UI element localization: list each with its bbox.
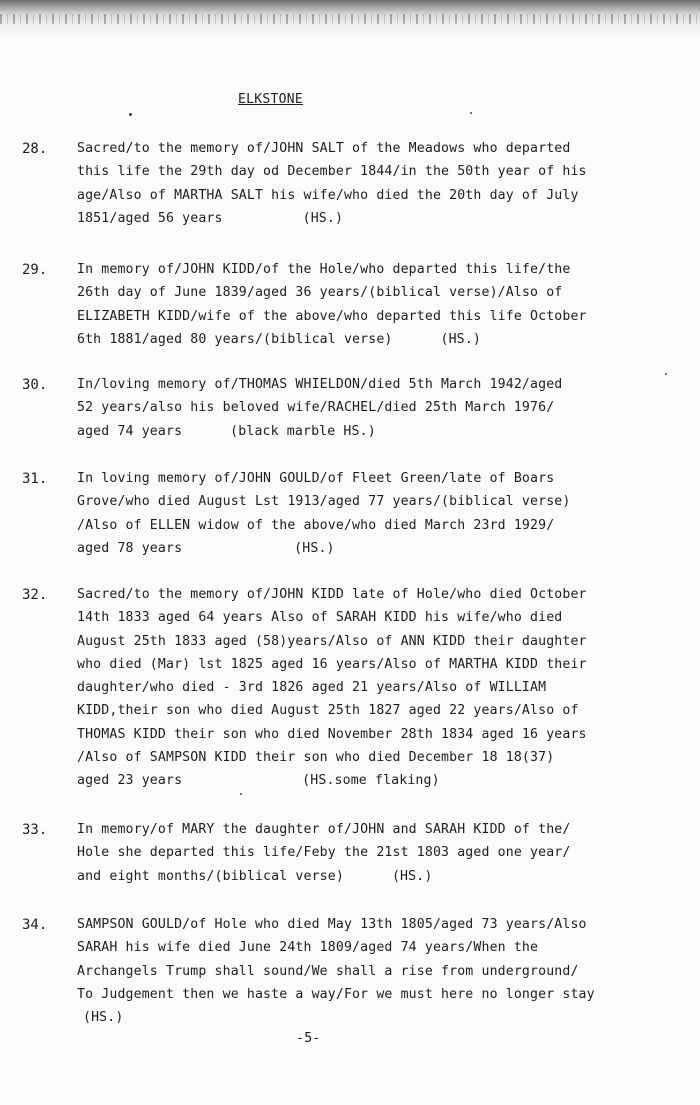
page-title: ELKSTONE: [238, 92, 304, 107]
scan-speck: [129, 113, 132, 116]
entry-note: (black marble HS.): [230, 423, 376, 439]
scan-speck: [665, 373, 667, 375]
entry-note: (HS.): [302, 210, 344, 226]
entry-note: (HS.): [391, 868, 433, 884]
entry-note: (HS.): [440, 331, 481, 347]
entry-note: (HS.): [294, 540, 335, 556]
entry-text: In loving memory of/JOHN GOULD/of Fleet Green/late of Boars Grove/who died August Lst 1913/aged 77 years/(biblical verse) /Also of ELLEN widow of the above/who died March 23rd 1929/ aged 78 years (HS.): [77, 467, 652, 560]
entry-text: In memory/of MARY the daughter of/JOHN and SARAH KIDD of the/ Hole she departed this life/Feby the 21st 1803 aged one year/ and eight months/(biblical verse) (HS.): [77, 818, 652, 888]
entry-number: 32.: [22, 587, 48, 603]
entry-number: 29.: [22, 262, 48, 278]
entry-number: 31.: [22, 471, 48, 487]
entry-number: 30.: [22, 377, 48, 393]
entry-number: 34.: [22, 917, 48, 933]
entry-number: 33.: [22, 822, 48, 838]
scan-top-edge: [0, 0, 700, 36]
scan-speck: [240, 793, 242, 795]
entry-text: Sacred/to the memory of/JOHN SALT of the Meadows who departed this life the 29th day od December 1844/in the 50th year of his age/Also of MARTHA SALT his wife/who died the 20th day of July 1851/aged 56 years (HS.): [77, 137, 652, 230]
entry-note: (HS.): [83, 1010, 124, 1026]
entry-text: In memory of/JOHN KIDD/of the Hole/who departed this life/the 26th day of June 1839/aged 36 years/(biblical verse)/Also of ELIZABETH KIDD/wife of the above/who departed this life October 6th 1881/aged 80 years/(biblical verse) (HS.): [77, 258, 652, 351]
scan-speck: [470, 112, 472, 114]
entry-text: Sacred/to the memory of/JOHN KIDD late of Hole/who died October 14th 1833 aged 64 years Also of SARAH KIDD his wife/who died August 25th 1833 aged (58)years/Also of ANN KIDD their daughter who died (Mar) lst 1825 aged 16 years/Also of MARTHA KIDD their daughter/who died - 3rd 1826 aged 21 years/Also of WILLIAM KIDD,their son who died August 25th 1827 aged 22 years/Also of THOMAS KIDD their son who died November 28th 1834 aged 16 years /Also of SAMPSON KIDD their son who died December 18 18(37) aged 23 years (HS.some flaking): [77, 583, 652, 793]
entry-text: In/loving memory of/THOMAS WHIELDON/died 5th March 1942/aged 52 years/also his beloved wife/RACHEL/died 25th March 1976/ aged 74 years (black marble HS.): [77, 373, 652, 443]
page-number: -5-: [296, 1030, 321, 1046]
entry-number: 28.: [22, 141, 48, 157]
entry-text: SAMPSON GOULD/of Hole who died May 13th 1805/aged 73 years/Also SARAH his wife died June 24th 1809/aged 74 years/When the Archangels Trump shall sound/We shall a rise from underground/ To Judgement then we haste a way/For we must here no longer stay (HS.): [77, 913, 652, 1029]
entry-note: (HS.some flaking): [302, 773, 440, 789]
